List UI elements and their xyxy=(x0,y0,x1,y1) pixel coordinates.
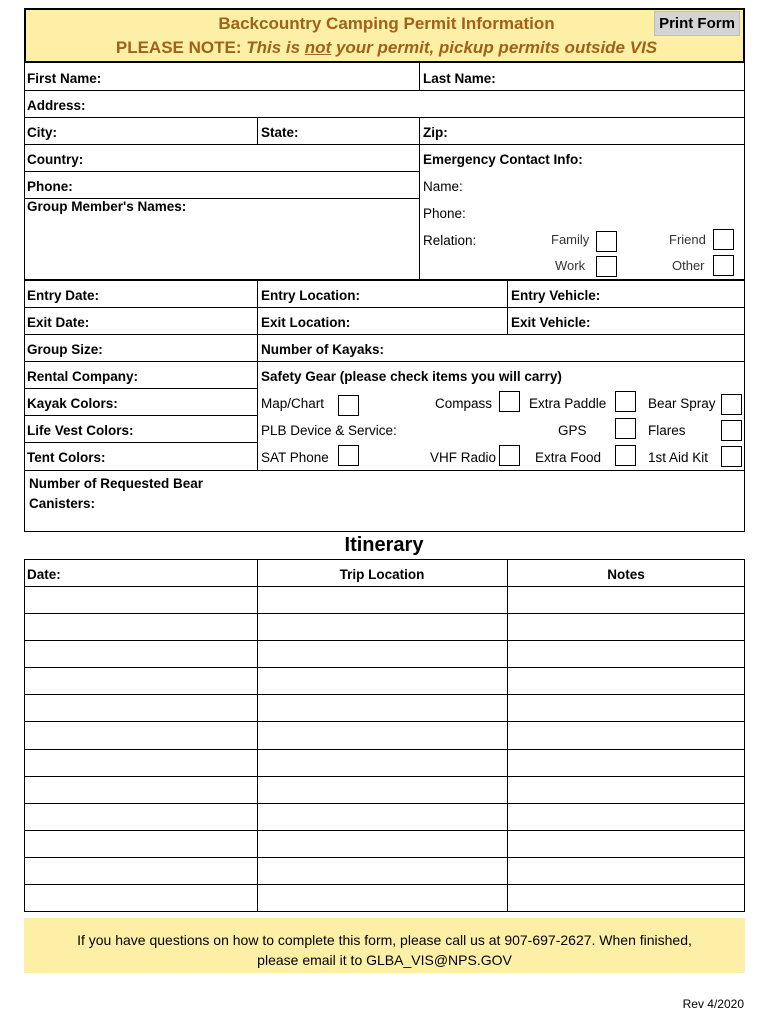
emergency-relation-label: Relation: xyxy=(423,233,477,248)
itinerary-title: Itinerary xyxy=(344,534,424,556)
gear-sat-phone-label: SAT Phone xyxy=(261,450,329,465)
itinerary-row xyxy=(24,857,745,858)
itinerary-row xyxy=(24,884,745,885)
city-label: City: xyxy=(27,125,57,140)
gear-flares-checkbox[interactable] xyxy=(721,420,742,441)
gear-plb-label: PLB Device & Service: xyxy=(261,423,397,438)
gear-map-chart-label: Map/Chart xyxy=(261,396,325,411)
safety-gear-label: Safety Gear (please check items you will carry) xyxy=(261,369,562,384)
exit-vehicle-label: Exit Vehicle: xyxy=(511,315,591,330)
num-kayaks-label: Number of Kayaks: xyxy=(261,342,385,357)
entry-location-label: Entry Location: xyxy=(261,288,361,303)
entry-vehicle-label: Entry Vehicle: xyxy=(511,288,601,303)
relation-work-checkbox[interactable] xyxy=(596,256,617,277)
gear-extra-paddle-label: Extra Paddle xyxy=(529,396,607,411)
gear-compass-label: Compass xyxy=(435,396,493,411)
address-label: Address: xyxy=(27,98,86,113)
itinerary-row xyxy=(24,586,745,587)
itinerary-row xyxy=(24,803,745,804)
tent-colors-label: Tent Colors: xyxy=(27,450,106,465)
last-name-label: Last Name: xyxy=(423,71,496,86)
gear-flares-label: Flares xyxy=(648,423,686,438)
help-footer xyxy=(24,918,745,973)
note-italic-1: This is xyxy=(246,38,305,57)
country-label: Country: xyxy=(27,152,84,167)
state-label: State: xyxy=(261,125,299,140)
kayak-colors-label: Kayak Colors: xyxy=(27,396,118,411)
gear-bear-spray-label: Bear Spray xyxy=(648,396,716,411)
first-name-label: First Name: xyxy=(27,71,102,86)
itinerary-row xyxy=(24,776,745,777)
exit-location-label: Exit Location: xyxy=(261,315,351,330)
group-members-label: Group Member's Names: xyxy=(27,199,187,214)
emergency-phone-label: Phone: xyxy=(423,206,466,221)
gear-bear-spray-checkbox[interactable] xyxy=(721,394,742,415)
itinerary-row xyxy=(24,667,745,668)
gear-gps-checkbox[interactable] xyxy=(615,418,636,439)
itinerary-row xyxy=(24,640,745,641)
relation-friend-checkbox[interactable] xyxy=(713,229,734,250)
permit-note xyxy=(26,38,747,58)
itinerary-row xyxy=(24,721,745,722)
relation-other-label: Other xyxy=(672,258,705,273)
note-prefix: PLEASE NOTE: xyxy=(115,38,247,57)
gear-gps-label: GPS xyxy=(558,423,587,438)
phone-label: Phone: xyxy=(27,179,73,194)
relation-work-label: Work xyxy=(555,258,586,273)
footer-line-1: If you have questions on how to complete this form, please call us at 907-697-2627. When finished, xyxy=(77,932,692,948)
gear-vhf-radio-label: VHF Radio xyxy=(430,450,497,465)
itinerary-col-location: Trip Location xyxy=(339,567,425,582)
relation-family-label: Family xyxy=(551,232,590,247)
form-header xyxy=(24,8,745,63)
life-vest-colors-label: Life Vest Colors: xyxy=(27,423,134,438)
itinerary-col-date: Date: xyxy=(27,567,61,582)
gear-compass-checkbox[interactable] xyxy=(499,391,520,412)
gear-first-aid-checkbox[interactable] xyxy=(721,446,742,467)
itinerary-row xyxy=(24,749,745,750)
entry-date-label: Entry Date: xyxy=(27,288,100,303)
bear-canisters-label: Number of Requested Bear xyxy=(29,476,204,491)
gear-extra-food-checkbox[interactable] xyxy=(615,445,636,466)
gear-first-aid-label: 1st Aid Kit xyxy=(648,450,709,465)
itinerary-col-notes: Notes xyxy=(607,567,645,582)
group-size-label: Group Size: xyxy=(27,342,103,357)
note-not: not xyxy=(304,38,332,57)
itinerary-row xyxy=(24,830,745,831)
zip-label: Zip: xyxy=(423,125,448,140)
emergency-contact-title: Emergency Contact Info: xyxy=(423,152,583,167)
note-italic-2: your permit, pickup permits outside VIS xyxy=(331,38,658,57)
gear-sat-phone-checkbox[interactable] xyxy=(338,445,359,466)
itinerary-row xyxy=(24,694,745,695)
relation-other-checkbox[interactable] xyxy=(713,255,734,276)
emergency-name-label: Name: xyxy=(423,179,463,194)
print-form-button[interactable]: Print Form xyxy=(654,11,740,36)
relation-friend-label: Friend xyxy=(669,232,706,247)
form-title: Backcountry Camping Permit Information xyxy=(218,14,555,33)
relation-family-checkbox[interactable] xyxy=(596,231,617,252)
exit-date-label: Exit Date: xyxy=(27,315,90,330)
rental-company-label: Rental Company: xyxy=(27,369,139,384)
gear-extra-paddle-checkbox[interactable] xyxy=(615,391,636,412)
gear-map-chart-checkbox[interactable] xyxy=(338,395,359,416)
revision-label: Rev 4/2020 xyxy=(682,997,744,1011)
itinerary-row xyxy=(24,613,745,614)
gear-vhf-radio-checkbox[interactable] xyxy=(499,445,520,466)
footer-line-2: please email it to GLBA_VIS@NPS.GOV xyxy=(257,952,512,968)
bear-canisters-label-2: Canisters: xyxy=(29,496,96,511)
gear-extra-food-label: Extra Food xyxy=(535,450,602,465)
